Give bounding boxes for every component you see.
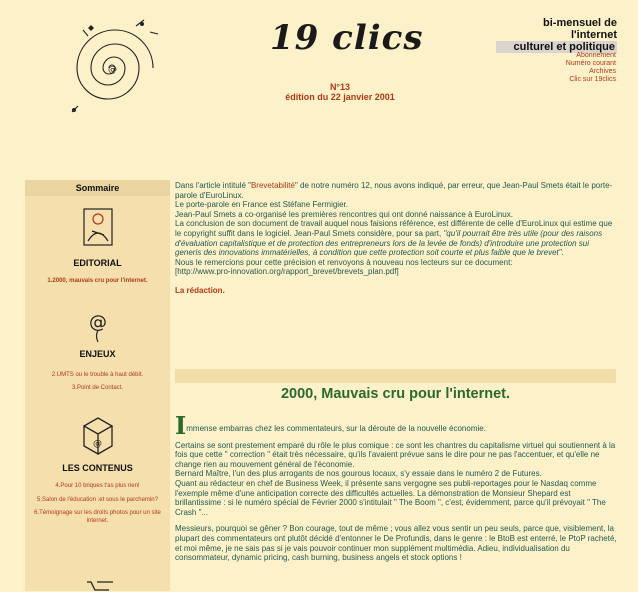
link-abonnement[interactable]: Abonnement (576, 52, 616, 59)
sidebar-summary (25, 180, 170, 591)
erratum-paragraph-4 (175, 219, 615, 257)
cart-icon (85, 578, 115, 592)
at-sign-icon[interactable] (87, 310, 109, 344)
erratum-paragraph-1 (175, 181, 615, 200)
article-body (175, 411, 617, 570)
erratum-text: La conclusion de son document de travail auquel nous faisions référence, est différente de celle d'EuroLinux qui estime que le copyright suffit dans le logiciel. Jean-Paul Smets considère, pour sa part, (175, 219, 613, 238)
erratum-text: " de notre numéro 12, nous avons indiqué, par erreur, que Jean-Paul Smets était le porte-parole d'EuroLinux. (175, 181, 613, 200)
box-icon[interactable] (78, 412, 118, 458)
sidebar-link-4[interactable]: 4.Pour 10 briques t'as plus rien! (55, 483, 140, 489)
sidebar-link-2[interactable]: 2.UMTS ou le trouble à haut débit. (51, 372, 144, 378)
issue-date: édition du 22 janvier 2001 (285, 92, 395, 102)
section-title-contenus: LES CONTENUS (62, 463, 133, 473)
article-headline: 2000, Mauvais cru pour l'internet. (280, 386, 511, 402)
sidebar-section-enjeux (25, 310, 170, 393)
tagline (496, 17, 617, 53)
para-text: Quant au rédacteur en chef de Business Week, il présente sans vergogne ses publi-reportages pour le Nasdaq comme l'exemple même d'une anticipation correcte des difficultés actuelles. La démonstration de Monsieur Shepard est brillantissime : si le numéro spécial de Février 2000 s'intitulait " The Boom ", c'est, évidemment, parce qu'il prévoyait " The Crash "... (175, 478, 606, 517)
top-nav (520, 52, 616, 84)
issue-info (270, 82, 410, 102)
sidebar-heading: Sommaire (25, 180, 170, 196)
divider-band (175, 369, 616, 383)
svg-text:@: @ (92, 439, 102, 449)
erratum-text: Dans l'article intitulé " (175, 181, 251, 190)
issue-number: N°13 (329, 82, 351, 92)
section-title-editorial: EDITORIAL (73, 258, 122, 268)
erratum-paragraph-2: Le porte-parole en France est Stéfane Fermigier. (175, 200, 348, 210)
link-numero-courant[interactable]: Numéro courant (565, 60, 616, 67)
sidebar-link-3[interactable]: 3.Point de Contact. (71, 385, 124, 391)
sidebar-link-5[interactable]: 5.Salon de l'éducation :et sous le parchemin? (37, 497, 158, 503)
brevetabilite-link[interactable]: Brevetabilité (250, 181, 295, 190)
article-paragraph-3 (175, 479, 617, 517)
pdf-reference[interactable]: [http://www.pro-innovation.org/rapport_brevet/brevets_plan.pdf] (175, 267, 399, 277)
link-archives[interactable]: Archives (589, 68, 616, 75)
spiral-logo (58, 6, 166, 126)
article-paragraph-1 (175, 441, 617, 470)
sidebar-link-6[interactable]: 6.Témoignage sur les droits photos pour un site internet. (34, 510, 161, 524)
article-paragraph-2 (175, 469, 617, 479)
reading-person-icon[interactable] (82, 207, 114, 247)
article-paragraph-4 (175, 524, 617, 562)
link-clic-sur-19clics[interactable]: Clic sur 19clics (569, 76, 616, 83)
para-text: Messieurs, pourquoi se gêner ? Bon courage, tout de même ; vous allez vous sentir un peu seuls, parce que, visiblement, la plupart des commentateurs ont plutôt décidé d'entonner le De Profundis, dans le genre : le BtoB est enterré, le PtoP racheté, et moi même, je ne sais pas si je vais pouvoir continuer mon supplément multimédia. Adieu, individualisation du consommateur, dynamic pricing, cash burning, business angels et stock options ! (175, 524, 617, 563)
para-text: Certains se sont prestement emparé du rôle le plus comique : ce sont les chantres du capitalisme virtuel qui soutiennent à la fois que cette " correction " était très nécessaire, qu'ils l'avaient prévue sans le dire pour ne pas l'accentuer, et qu'elle ne change rien au mouvement général de l'économie. (175, 440, 616, 469)
signature: La rédaction. (175, 285, 225, 295)
sidebar-section-contenus (25, 412, 170, 525)
svg-text:@: @ (88, 312, 107, 333)
svg-text:@: @ (108, 65, 117, 75)
erratum-quote: "qu'il pourrait être très utile (pour des raisons d'évaluation capitalistique et de protection des entrepreneurs lors de la levée de fonds) d'introduire une protection sui generis des innovations immatérielles, à condition que cette protection soit courte et plus faible que le brevet". (175, 228, 603, 258)
tagline-line1: bi-mensuel de l'internet (496, 17, 617, 41)
drop-cap: I (175, 411, 187, 440)
tagline-line2: culturel et politique (496, 41, 617, 53)
sidebar-link-1[interactable]: 1.2000, mauvais cru pour l'internet. (47, 278, 148, 284)
erratum-paragraph-5: Nous le remercions pour cette précision et renvoyons à nouveau nos lecteurs sur ce document: (175, 257, 513, 267)
erratum-paragraph-3: Jean-Paul Smets a co-organisé les premières rencontres qui ont donné naissance à EuroLinux. (175, 209, 513, 219)
erratum-notice (175, 181, 615, 296)
site-title: 19 clics (270, 18, 424, 58)
lead-text: mmense embarras chez les commentateurs, sur la déroute de la nouvelle économie. (186, 424, 486, 433)
section-title-enjeux: ENJEUX (79, 349, 116, 359)
article-lead (175, 411, 617, 440)
sidebar-section-editorial (25, 207, 170, 286)
para-text: Bernard Maître, l'un des plus arrogants de nos gourous locaux, s'y essaie dans le numéro 2 de Futures. (175, 469, 542, 479)
